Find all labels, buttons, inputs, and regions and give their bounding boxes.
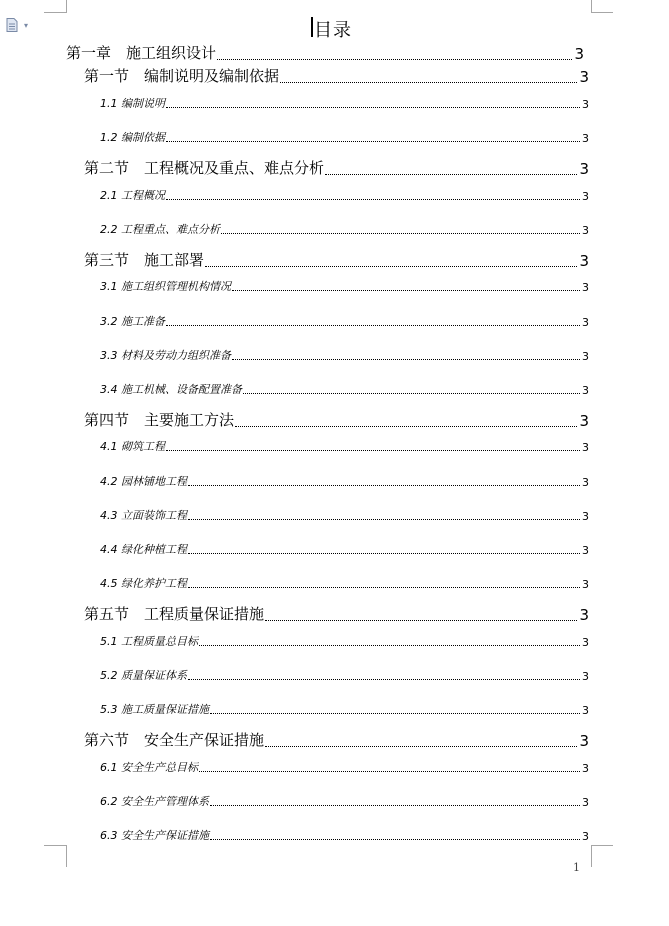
toc-entry-page: 3 (582, 704, 589, 717)
toc-leader-dots (188, 485, 580, 486)
toc-entry[interactable] (100, 793, 589, 809)
toc-leader-dots (199, 645, 580, 646)
toc-leader-dots (210, 805, 580, 806)
toc-leader-dots (265, 620, 577, 621)
toc-entry-label: 6.1 安全生产总目标 (100, 761, 198, 774)
toc-entry[interactable] (84, 249, 589, 270)
toc-entry-label: 3.4 施工机械、设备配置准备 (100, 383, 242, 396)
toc-entry-page: 3 (582, 796, 589, 809)
toc-entry-page: 3 (582, 98, 589, 111)
text-cursor (311, 17, 313, 37)
toc-entry-label: 4.5 绿化养护工程 (100, 577, 187, 590)
toc-entry-label: 3.3 材料及劳动力组织准备 (100, 349, 231, 362)
toc-title: 目录 (314, 20, 352, 41)
page-corner-mark (591, 12, 613, 13)
toc-entry-page: 3 (579, 732, 589, 750)
toc-entry-label: 6.3 安全生产保证措施 (100, 829, 209, 842)
toc-entry[interactable] (100, 221, 589, 237)
toc-entry-label: 第六节 安全生产保证措施 (84, 731, 265, 749)
toc-entry-page: 3 (579, 160, 589, 178)
document-options-icon[interactable] (6, 18, 18, 32)
toc-leader-dots (199, 771, 580, 772)
toc-leader-dots (265, 746, 577, 747)
toc-entry-label: 第五节 工程质量保证措施 (84, 605, 265, 623)
toc-leader-dots (217, 59, 572, 60)
toc-leader-dots (210, 713, 580, 714)
toc-entry[interactable] (100, 95, 589, 111)
toc-entry-page: 3 (582, 510, 589, 523)
toc-entry-page: 3 (582, 190, 589, 203)
toc-leader-dots (188, 519, 580, 520)
toc-entry-page: 3 (582, 316, 589, 329)
toc-entry-label: 3.2 施工准备 (100, 315, 165, 328)
toc-leader-dots (232, 290, 580, 291)
toc-entry-page: 3 (582, 384, 589, 397)
toc-leader-dots (232, 359, 580, 360)
toc-entry-page: 3 (582, 281, 589, 294)
toc-entry-label: 4.1 砌筑工程 (100, 440, 165, 453)
toc-entry[interactable] (100, 278, 589, 294)
page-number: 1 (573, 861, 580, 874)
toc-entry[interactable] (100, 347, 589, 363)
toc-entry-label: 5.2 质量保证体系 (100, 669, 187, 682)
toc-entry-page: 3 (582, 578, 589, 591)
toc-entry[interactable] (100, 438, 589, 454)
toc-leader-dots (188, 587, 580, 588)
toc-entry-label: 4.3 立面装饰工程 (100, 509, 187, 522)
toc-entry[interactable] (100, 129, 589, 145)
toc-leader-dots (210, 839, 580, 840)
toc-leader-dots (221, 233, 580, 234)
toc-entry[interactable] (100, 575, 589, 591)
toc-leader-dots (166, 199, 580, 200)
toc-entry-label: 5.1 工程质量总目标 (100, 635, 198, 648)
toc-entry-label: 4.2 园林铺地工程 (100, 475, 187, 488)
toc-leader-dots (325, 174, 577, 175)
toc-entry[interactable] (100, 507, 589, 523)
page-corner-mark (591, 0, 592, 13)
toc-entry-page: 3 (582, 224, 589, 237)
toc-leader-dots (243, 393, 580, 394)
toc-leader-dots (166, 450, 580, 451)
toc-entry[interactable] (100, 473, 589, 489)
toc-entry-page: 3 (582, 132, 589, 145)
chevron-down-icon[interactable]: ▾ (24, 21, 29, 30)
toc-entry[interactable] (66, 42, 584, 63)
toc-leader-dots (166, 141, 580, 142)
toc-entry-label: 1.1 编制说明 (100, 97, 165, 110)
toc-entry[interactable] (100, 187, 589, 203)
page-corner-mark (591, 845, 592, 867)
page-corner-mark (591, 845, 613, 846)
toc-entry-label: 1.2 编制依据 (100, 131, 165, 144)
toc-entry-page: 3 (582, 544, 589, 557)
toc-entry-label: 第一章 施工组织设计 (66, 44, 217, 62)
toc-entry-page: 3 (582, 350, 589, 363)
toc-entry[interactable] (84, 157, 589, 178)
toc-leader-dots (188, 553, 580, 554)
toc-entry-page: 3 (582, 636, 589, 649)
toc-entry-page: 3 (579, 68, 589, 86)
toc-entry-page: 3 (582, 670, 589, 683)
toc-entry[interactable] (100, 759, 589, 775)
toc-leader-dots (235, 426, 577, 427)
toc-entry[interactable] (100, 541, 589, 557)
toc-entry[interactable] (100, 667, 589, 683)
toc-leader-dots (205, 266, 577, 267)
toc-entry-page: 3 (574, 45, 584, 63)
toc-entry-label: 6.2 安全生产管理体系 (100, 795, 209, 808)
toc-entry-page: 3 (579, 606, 589, 624)
page-corner-mark (44, 845, 66, 846)
toc-entry-label: 第三节 施工部署 (84, 251, 205, 269)
toc-entry[interactable] (84, 603, 589, 624)
page-corner-mark (66, 0, 67, 13)
toc-entry[interactable] (84, 729, 589, 750)
toc-entry-page: 3 (582, 476, 589, 489)
toc-leader-dots (166, 325, 580, 326)
toc-entry-label: 第四节 主要施工方法 (84, 411, 235, 429)
toc-entry-label: 第一节 编制说明及编制依据 (84, 67, 280, 85)
toc-entry[interactable] (84, 409, 589, 430)
toc-entry[interactable] (100, 633, 589, 649)
toc-entry-label: 2.2 工程重点、难点分析 (100, 223, 220, 236)
toc-entry[interactable] (100, 701, 589, 717)
toc-entry-page: 3 (579, 412, 589, 430)
toc-leader-dots (166, 107, 580, 108)
toc-entry-page: 3 (582, 441, 589, 454)
toc-leader-dots (188, 679, 580, 680)
toc-entry-label: 第二节 工程概况及重点、难点分析 (84, 159, 325, 177)
toc-entry[interactable] (100, 827, 589, 843)
toc-entry-label: 2.1 工程概况 (100, 189, 165, 202)
page-corner-mark (44, 12, 66, 13)
toc-entry-label: 5.3 施工质量保证措施 (100, 703, 209, 716)
toc-entry[interactable] (84, 65, 589, 86)
toc-leader-dots (280, 82, 577, 83)
toc-entry[interactable] (100, 313, 589, 329)
page-corner-mark (66, 845, 67, 867)
toc-entry-page: 3 (582, 762, 589, 775)
toc-entry[interactable] (100, 381, 589, 397)
toc-entry-page: 3 (579, 252, 589, 270)
toc-entry-page: 3 (582, 830, 589, 843)
toc-entry-label: 4.4 绿化种植工程 (100, 543, 187, 556)
toc-entry-label: 3.1 施工组织管理机构情况 (100, 280, 231, 293)
